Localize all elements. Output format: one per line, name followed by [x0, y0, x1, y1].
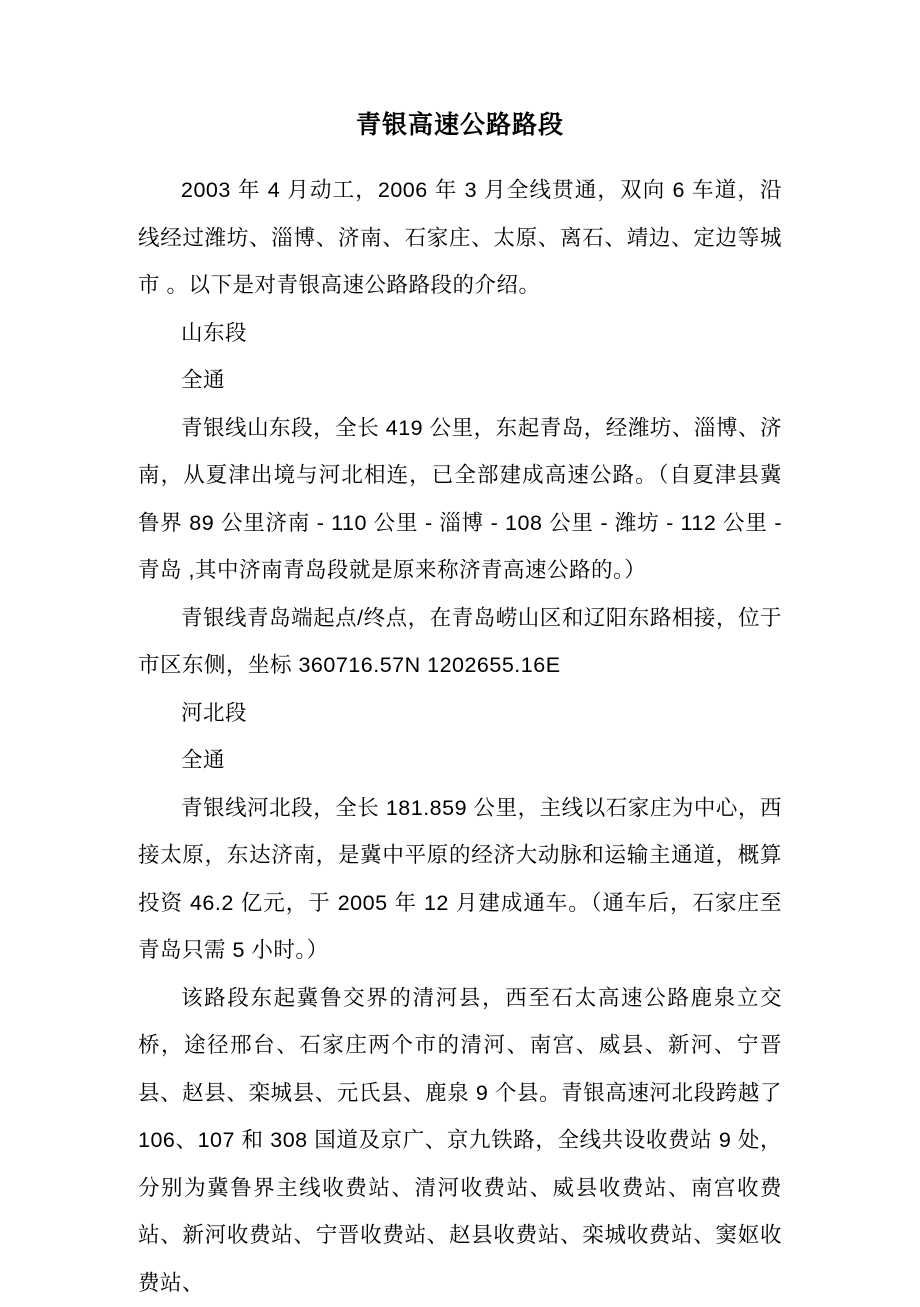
paragraph-hebei-route: 该路段东起冀鲁交界的清河县，西至石太高速公路鹿泉立交桥，途径邢台、石家庄两个市的清河、南宫、威县、新河、宁晋县、赵县、栾城县、元氏县、鹿泉 9 个县。青银高速河北段跨越了 106、107 和 308 国道及京广、京九铁路，全线共设收费站 9 处，分别为冀鲁界主线收费站、清河收费站、威县收费站、南宫收费站、新河收费站、宁晋收费站、赵县收费站、栾城收费站、窦妪收费站、 — [138, 975, 782, 1307]
paragraph-hebei: 青银线河北段，全长 181.859 公里，主线以石家庄为中心，西接太原，东达济南，是冀中平原的经济大动脉和运输主通道，概算投资 46.2 亿元，于 2005 年 12 月建成通车。（通车后，石家庄至青岛只需 5 小时。） — [138, 785, 782, 975]
paragraph-qingdao-endpoint: 青银线青岛端起点/终点，在青岛崂山区和辽阳东路相接，位于市区东侧，坐标 360716.57N 1202655.16E — [138, 595, 782, 690]
paragraph-shandong: 青银线山东段，全长 419 公里，东起青岛，经潍坊、淄博、济南，从夏津出境与河北相连，已全部建成高速公路。（自夏津县冀鲁界 89 公里济南 - 110 公里 - 淄博 - 108 公里 - 潍坊 - 112 公里 - 青岛 ,其中济南青岛段就是原来称济青高速公路的。） — [138, 405, 782, 595]
document-body — [138, 167, 782, 1307]
heading-hebei: 河北段 — [138, 690, 782, 738]
paragraph-intro: 2003 年 4 月动工，2006 年 3 月全线贯通，双向 6 车道，沿线经过潍坊、淄博、济南、石家庄、太原、离石、靖边、定边等城市 。以下是对青银高速公路路段的介绍。 — [138, 167, 782, 310]
status-hebei: 全通 — [138, 737, 782, 785]
status-shandong: 全通 — [138, 357, 782, 405]
heading-shandong: 山东段 — [138, 310, 782, 358]
document-title: 青银高速公路路段 — [138, 103, 782, 147]
